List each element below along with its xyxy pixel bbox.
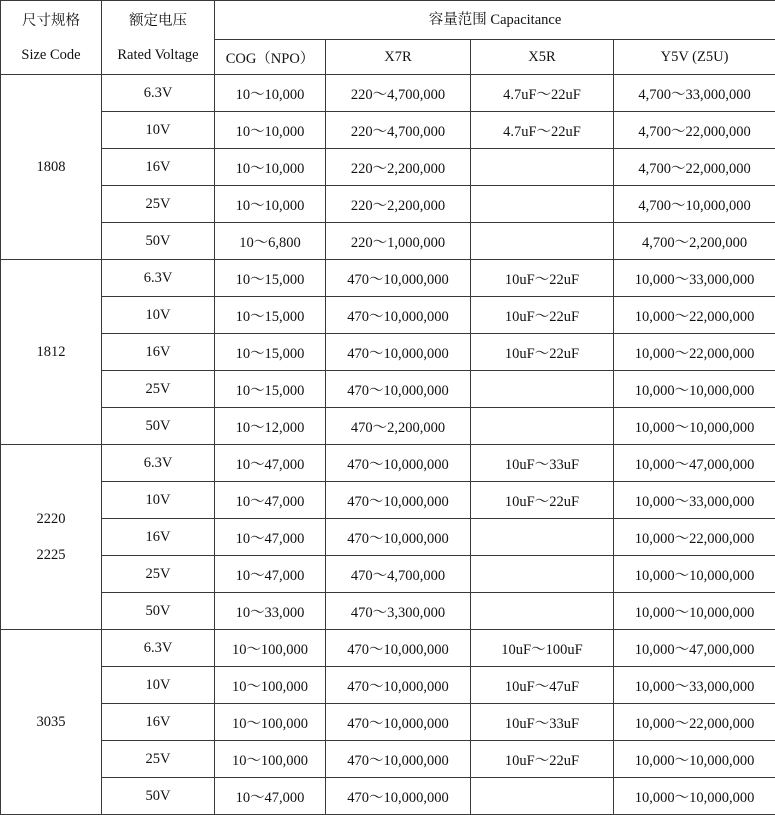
x5r-range-cell: 4.7uF～22uF xyxy=(471,75,614,112)
x7r-range-cell: 470～10,000,000 xyxy=(326,519,471,556)
rated-voltage-cell: 50V xyxy=(102,223,215,260)
x5r-range-cell xyxy=(471,408,614,445)
x5r-range-cell: 10uF～33uF xyxy=(471,445,614,482)
table-row xyxy=(1,445,775,482)
x7r-range-cell: 470～10,000,000 xyxy=(326,297,471,334)
table-row xyxy=(1,630,775,667)
size-code-header-zh: 尺寸规格 xyxy=(1,4,101,38)
rated-voltage-cell: 6.3V xyxy=(102,445,215,482)
y5v-range-cell: 4,700～2,200,000 xyxy=(614,223,775,260)
x5r-range-cell xyxy=(471,223,614,260)
cog-range-cell: 10～6,800 xyxy=(215,223,326,260)
size-code-value: 2225 xyxy=(1,537,101,573)
cog-range-cell: 10～47,000 xyxy=(215,445,326,482)
table-row xyxy=(1,334,775,371)
table-row xyxy=(1,186,775,223)
table-row xyxy=(1,556,775,593)
rated-voltage-cell: 16V xyxy=(102,704,215,741)
table-row xyxy=(1,482,775,519)
x7r-range-cell: 470～2,200,000 xyxy=(326,408,471,445)
size-code-cell xyxy=(1,75,102,260)
table-row xyxy=(1,593,775,630)
x5r-range-cell xyxy=(471,778,614,815)
rated-voltage-cell: 6.3V xyxy=(102,75,215,112)
cog-range-cell: 10～10,000 xyxy=(215,75,326,112)
y5v-range-cell: 10,000～10,000,000 xyxy=(614,408,775,445)
x5r-range-cell: 10uF～33uF xyxy=(471,704,614,741)
x5r-range-cell xyxy=(471,519,614,556)
cog-range-cell: 10～100,000 xyxy=(215,704,326,741)
x7r-range-cell: 220～4,700,000 xyxy=(326,112,471,149)
rated-voltage-header xyxy=(102,1,215,75)
rated-voltage-cell: 25V xyxy=(102,741,215,778)
x5r-range-cell: 10uF～22uF xyxy=(471,260,614,297)
x5r-range-cell: 10uF～47uF xyxy=(471,667,614,704)
col-header-x5r: X5R xyxy=(471,40,614,75)
rated-voltage-cell: 25V xyxy=(102,556,215,593)
col-header-y5v: Y5V (Z5U) xyxy=(614,40,775,75)
y5v-range-cell: 10,000～22,000,000 xyxy=(614,519,775,556)
rated-voltage-cell: 50V xyxy=(102,408,215,445)
cog-range-cell: 10～15,000 xyxy=(215,334,326,371)
rated-voltage-cell: 25V xyxy=(102,186,215,223)
y5v-range-cell: 10,000～22,000,000 xyxy=(614,704,775,741)
y5v-range-cell: 10,000～33,000,000 xyxy=(614,482,775,519)
rated-voltage-header-en: Rated Voltage xyxy=(102,38,214,72)
rated-voltage-cell: 50V xyxy=(102,778,215,815)
rated-voltage-cell: 16V xyxy=(102,334,215,371)
x7r-range-cell: 470～10,000,000 xyxy=(326,704,471,741)
x5r-range-cell xyxy=(471,149,614,186)
x7r-range-cell: 470～10,000,000 xyxy=(326,741,471,778)
y5v-range-cell: 10,000～22,000,000 xyxy=(614,297,775,334)
cog-range-cell: 10～33,000 xyxy=(215,593,326,630)
cog-range-cell: 10～47,000 xyxy=(215,482,326,519)
x7r-range-cell: 470～10,000,000 xyxy=(326,260,471,297)
rated-voltage-cell: 25V xyxy=(102,371,215,408)
x7r-range-cell: 220～2,200,000 xyxy=(326,186,471,223)
size-code-value: 1812 xyxy=(1,334,101,370)
col-header-x7r: X7R xyxy=(326,40,471,75)
rated-voltage-cell: 10V xyxy=(102,667,215,704)
size-code-cell xyxy=(1,445,102,630)
rated-voltage-cell: 10V xyxy=(102,297,215,334)
rated-voltage-cell: 10V xyxy=(102,112,215,149)
x5r-range-cell: 10uF～22uF xyxy=(471,297,614,334)
rated-voltage-cell: 50V xyxy=(102,593,215,630)
x5r-range-cell xyxy=(471,371,614,408)
y5v-range-cell: 10,000～47,000,000 xyxy=(614,630,775,667)
x7r-range-cell: 220～1,000,000 xyxy=(326,223,471,260)
size-code-header-en: Size Code xyxy=(1,38,101,72)
size-code-value: 1808 xyxy=(1,149,101,185)
x5r-range-cell xyxy=(471,556,614,593)
col-header-cog: COG（NPO） xyxy=(215,40,326,75)
table-row xyxy=(1,704,775,741)
cog-range-cell: 10～10,000 xyxy=(215,112,326,149)
size-code-cell xyxy=(1,630,102,815)
x5r-range-cell: 10uF～22uF xyxy=(471,482,614,519)
rated-voltage-cell: 16V xyxy=(102,519,215,556)
table-row xyxy=(1,778,775,815)
y5v-range-cell: 10,000～10,000,000 xyxy=(614,593,775,630)
x7r-range-cell: 470～10,000,000 xyxy=(326,667,471,704)
table-row xyxy=(1,223,775,260)
y5v-range-cell: 10,000～22,000,000 xyxy=(614,334,775,371)
y5v-range-cell: 10,000～33,000,000 xyxy=(614,260,775,297)
size-code-value: 2220 xyxy=(1,501,101,537)
x7r-range-cell: 220～2,200,000 xyxy=(326,149,471,186)
y5v-range-cell: 10,000～33,000,000 xyxy=(614,667,775,704)
y5v-range-cell: 10,000～10,000,000 xyxy=(614,556,775,593)
table-row xyxy=(1,371,775,408)
x5r-range-cell: 10uF～22uF xyxy=(471,334,614,371)
x7r-range-cell: 470～10,000,000 xyxy=(326,445,471,482)
x7r-range-cell: 470～10,000,000 xyxy=(326,778,471,815)
x7r-range-cell: 470～4,700,000 xyxy=(326,556,471,593)
cog-range-cell: 10～100,000 xyxy=(215,667,326,704)
cog-range-cell: 10～10,000 xyxy=(215,149,326,186)
cog-range-cell: 10～47,000 xyxy=(215,778,326,815)
table-row xyxy=(1,149,775,186)
y5v-range-cell: 10,000～10,000,000 xyxy=(614,371,775,408)
x7r-range-cell: 470～10,000,000 xyxy=(326,334,471,371)
y5v-range-cell: 4,700～22,000,000 xyxy=(614,149,775,186)
size-code-value: 3035 xyxy=(1,704,101,740)
x7r-range-cell: 470～3,300,000 xyxy=(326,593,471,630)
cog-range-cell: 10～15,000 xyxy=(215,260,326,297)
rated-voltage-cell: 6.3V xyxy=(102,260,215,297)
y5v-range-cell: 4,700～33,000,000 xyxy=(614,75,775,112)
table-row xyxy=(1,75,775,112)
x7r-range-cell: 470～10,000,000 xyxy=(326,630,471,667)
table-row xyxy=(1,408,775,445)
cog-range-cell: 10～15,000 xyxy=(215,371,326,408)
cog-range-cell: 10～15,000 xyxy=(215,297,326,334)
rated-voltage-header-zh: 额定电压 xyxy=(102,4,214,38)
table-row xyxy=(1,519,775,556)
x7r-range-cell: 470～10,000,000 xyxy=(326,482,471,519)
y5v-range-cell: 4,700～10,000,000 xyxy=(614,186,775,223)
size-code-header xyxy=(1,1,102,75)
cog-range-cell: 10～10,000 xyxy=(215,186,326,223)
table-row xyxy=(1,297,775,334)
x7r-range-cell: 220～4,700,000 xyxy=(326,75,471,112)
capacitance-header: 容量范围 Capacitance xyxy=(215,1,775,40)
rated-voltage-cell: 10V xyxy=(102,482,215,519)
table-row xyxy=(1,667,775,704)
cog-range-cell: 10～100,000 xyxy=(215,741,326,778)
rated-voltage-cell: 6.3V xyxy=(102,630,215,667)
table-row xyxy=(1,260,775,297)
table-body xyxy=(1,75,775,815)
y5v-range-cell: 10,000～10,000,000 xyxy=(614,741,775,778)
x5r-range-cell: 10uF～100uF xyxy=(471,630,614,667)
y5v-range-cell: 10,000～10,000,000 xyxy=(614,778,775,815)
cog-range-cell: 10～100,000 xyxy=(215,630,326,667)
size-code-cell xyxy=(1,260,102,445)
cog-range-cell: 10～47,000 xyxy=(215,556,326,593)
x5r-range-cell xyxy=(471,593,614,630)
cog-range-cell: 10～47,000 xyxy=(215,519,326,556)
header-row-1 xyxy=(1,1,775,40)
rated-voltage-cell: 16V xyxy=(102,149,215,186)
x5r-range-cell: 10uF～22uF xyxy=(471,741,614,778)
x5r-range-cell: 4.7uF～22uF xyxy=(471,112,614,149)
table-row xyxy=(1,741,775,778)
y5v-range-cell: 4,700～22,000,000 xyxy=(614,112,775,149)
table-row xyxy=(1,112,775,149)
x5r-range-cell xyxy=(471,186,614,223)
y5v-range-cell: 10,000～47,000,000 xyxy=(614,445,775,482)
cog-range-cell: 10～12,000 xyxy=(215,408,326,445)
x7r-range-cell: 470～10,000,000 xyxy=(326,371,471,408)
